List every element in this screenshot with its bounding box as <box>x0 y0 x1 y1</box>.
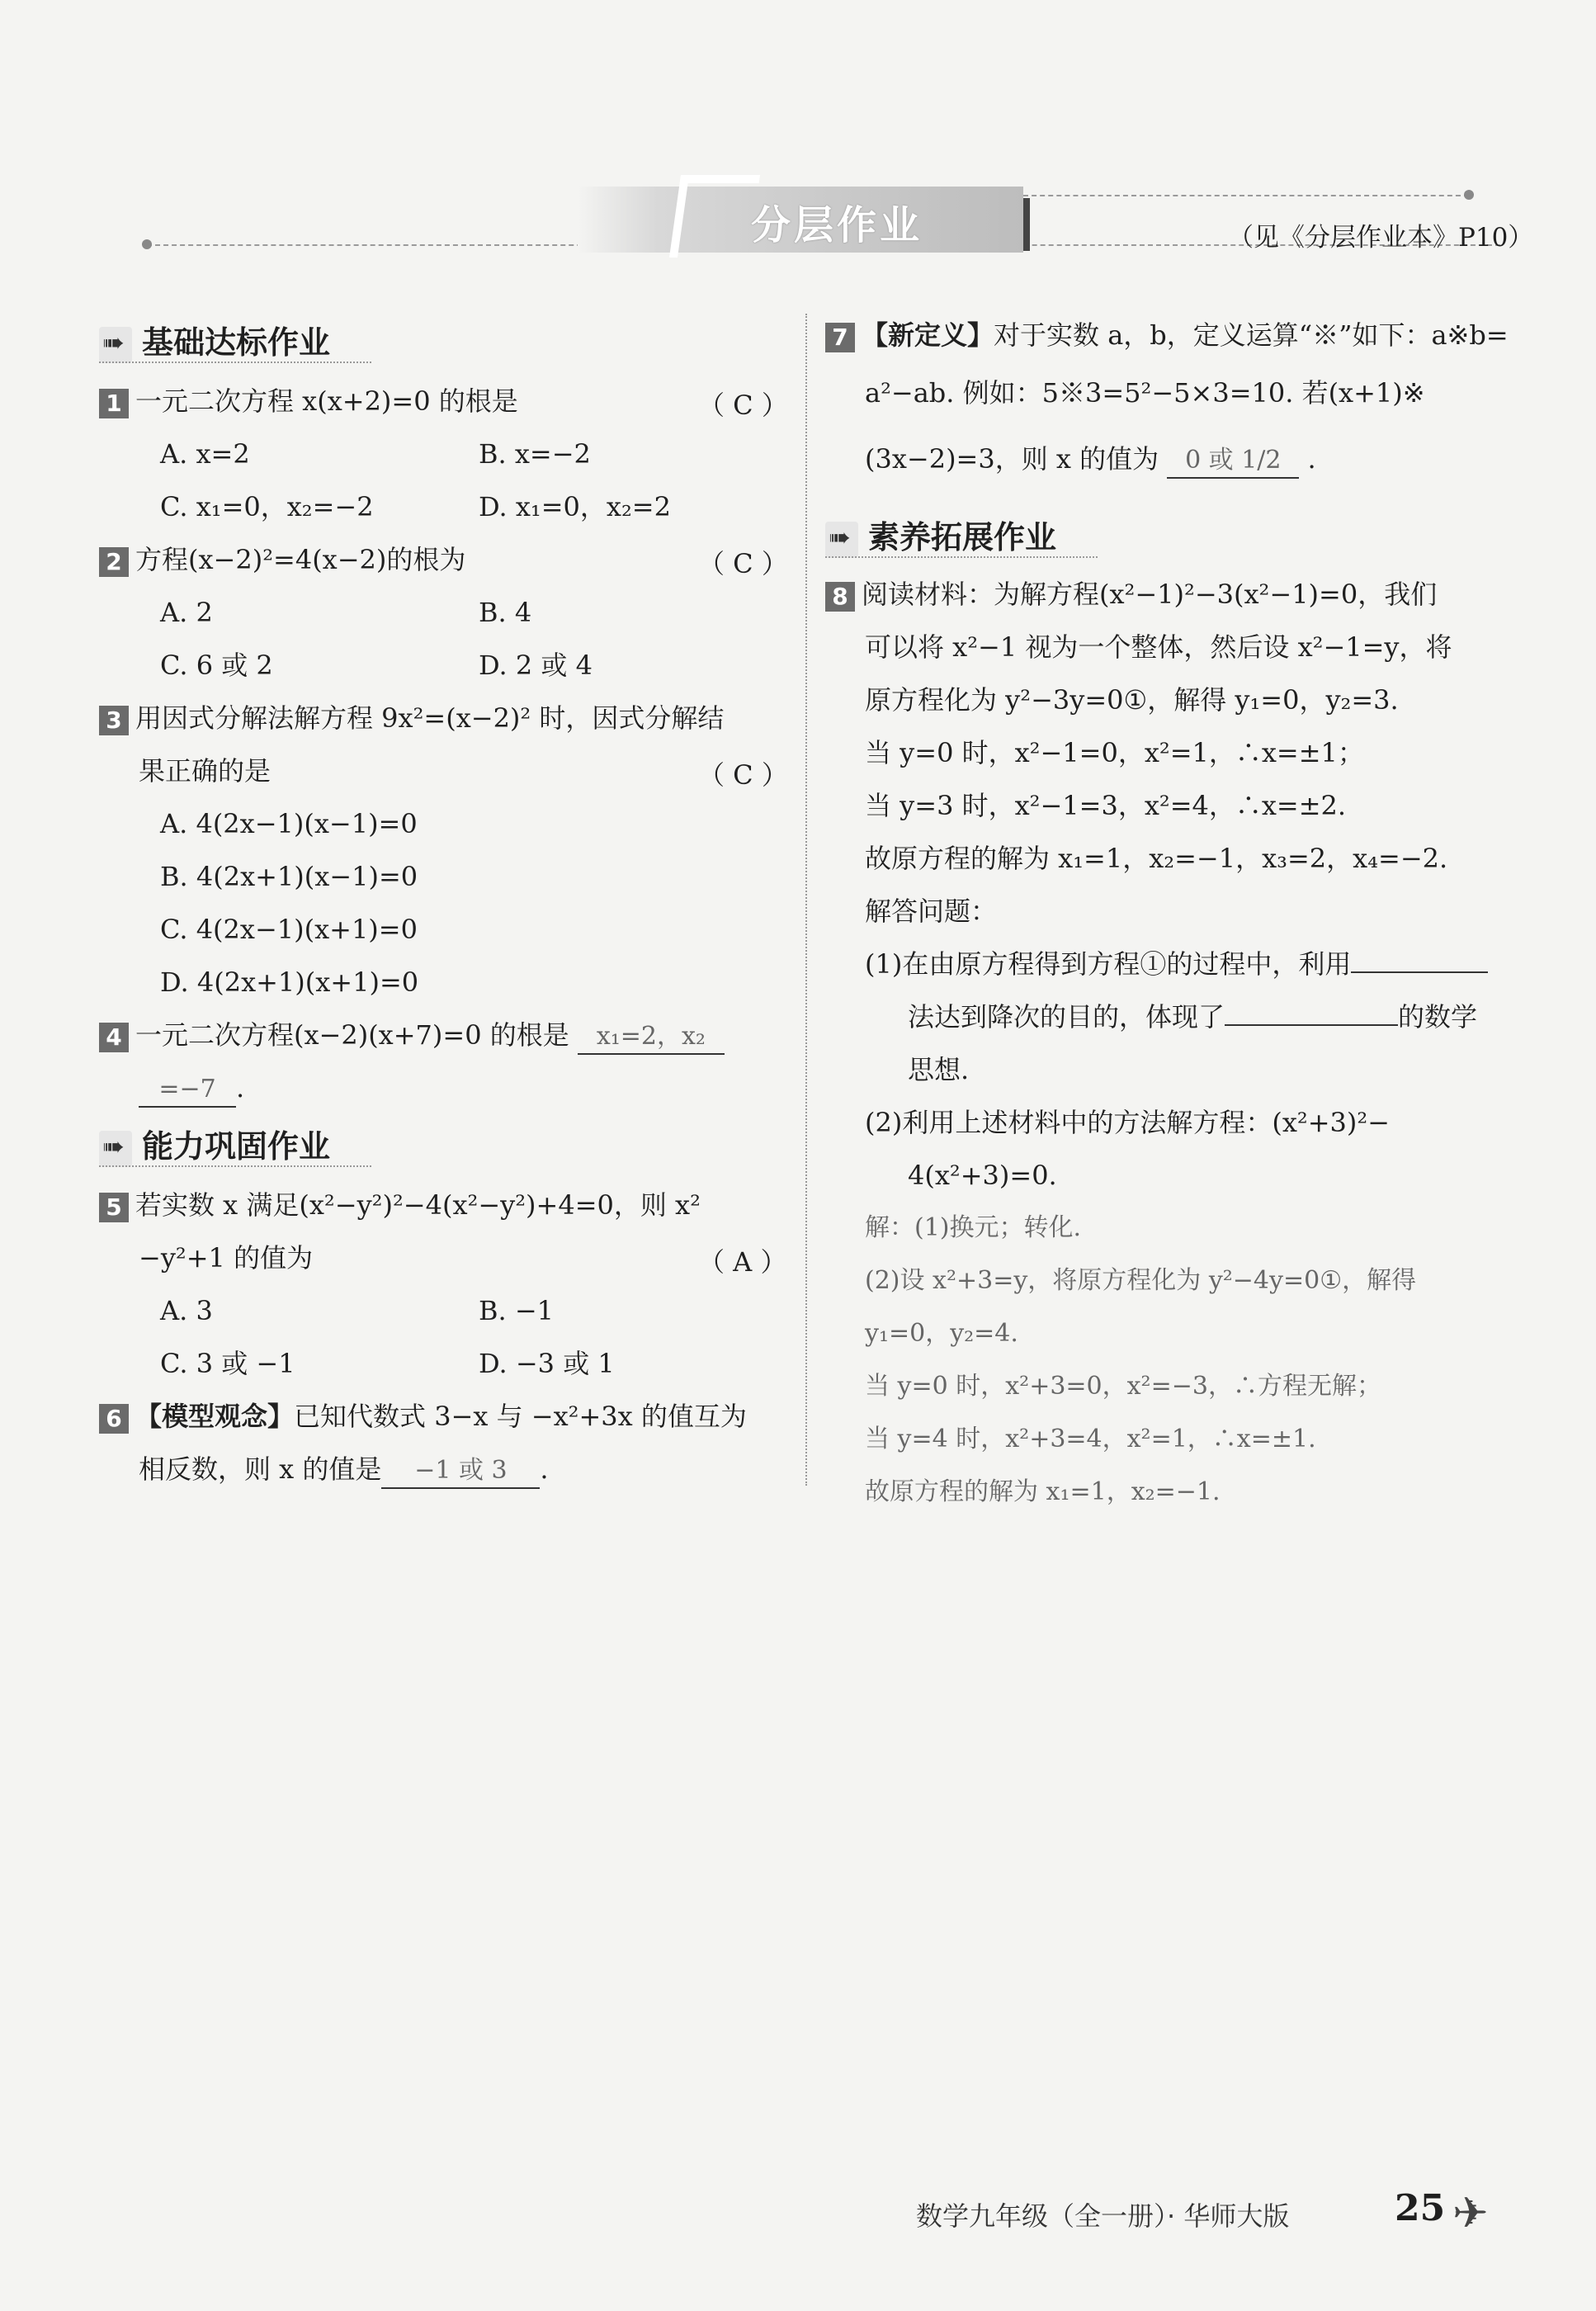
q3-text-2: 果正确的是 <box>139 755 272 787</box>
q7-text-3 <box>865 442 1316 479</box>
column-divider <box>805 314 807 1486</box>
q5-text-2: −y²+1 的值为 <box>139 1242 314 1274</box>
q6-number: 6 <box>99 1404 129 1434</box>
q4-number: 4 <box>99 1023 129 1052</box>
header-title: 分层作业 <box>751 202 923 248</box>
q1-text: 一元二次方程 x(x+2)=0 的根是 <box>135 385 518 417</box>
q8-line-6: 故原方程的解为 x₁=1，x₂=−1，x₃=2，x₄=−2. <box>865 843 1448 874</box>
q5-option-d: D. −3 或 1 <box>479 1348 615 1379</box>
q6-fill: −1 或 3 <box>381 1454 540 1489</box>
q4-text: 一元二次方程(x−2)(x+7)=0 的根是 <box>135 1019 569 1051</box>
q8-line-3: 原方程化为 y²−3y=0①，解得 y₁=0，y₂=3. <box>865 684 1399 716</box>
q5-number: 5 <box>99 1193 129 1222</box>
header-reference: （见《分层作业本》P10） <box>1228 223 1534 253</box>
paper-crane-icon: ✈ <box>1452 2189 1489 2238</box>
q2-option-b: B. 4 <box>479 597 532 628</box>
q6-stem <box>99 1400 747 1434</box>
q1-option-a: A. x=2 <box>160 438 250 470</box>
q8-part1-text-a: (1)在由原方程得到方程①的过程中，利用 <box>865 948 1352 980</box>
q5-stem <box>99 1189 701 1222</box>
q8-solution-3: y₁=0，y₂=4. <box>865 1319 1018 1348</box>
q8-solution-6: 故原方程的解为 x₁=1，x₂=−1. <box>865 1477 1221 1506</box>
section-ability-title: 能力巩固作业 <box>142 1128 331 1165</box>
q8-part1-text-b: 法达到降次的目的，体现了 <box>908 1001 1225 1033</box>
q2-text: 方程(x−2)²=4(x−2)的根为 <box>135 544 466 575</box>
q8-part1-text-c: 的数学 <box>1398 1001 1478 1033</box>
banner-emblem-icon <box>669 175 760 258</box>
q8-line-4: 当 y=0 时，x²−1=0，x²=1，∴x=±1； <box>865 737 1364 768</box>
header-banner <box>578 187 1023 253</box>
q2-option-c: C. 6 或 2 <box>160 650 273 681</box>
q8-solution-1: 解：(1)换元；转化. <box>865 1213 1082 1242</box>
q4-fill-2: =−7 <box>139 1073 236 1108</box>
q5-answer: （ A ） <box>698 1246 787 1278</box>
section-ability <box>99 1121 331 1165</box>
q8-line-7: 解答问题： <box>865 896 998 927</box>
section-arrow-icon <box>99 327 132 363</box>
q5-option-c: C. 3 或 −1 <box>160 1348 295 1379</box>
section-extend-title: 素养拓展作业 <box>868 519 1057 555</box>
q8-line-5: 当 y=3 时，x²−1=3，x²=4，∴x=±2. <box>865 790 1347 821</box>
q6-end: . <box>540 1453 549 1485</box>
q1-answer: （ C ） <box>698 390 788 421</box>
q7-stem <box>825 319 1509 352</box>
q8-part1-blank-2[interactable] <box>1225 1024 1398 1026</box>
q6-text-2 <box>139 1453 549 1489</box>
q7-text-2: a²−ab. 例如：5※3=5²−5×3=10. 若(x+1)※ <box>865 377 1425 409</box>
q7-tag: 【新定义】 <box>862 319 994 351</box>
q7-end: . <box>1307 443 1316 475</box>
q1-option-b: B. x=−2 <box>479 438 591 470</box>
q5-option-a: A. 3 <box>160 1295 213 1326</box>
section-underline <box>99 1165 371 1167</box>
q2-stem <box>99 543 465 577</box>
q7-fill: 0 或 1/2 <box>1167 444 1299 479</box>
section-arrow-icon <box>99 1131 132 1167</box>
q7-text-1: 对于实数 a，b，定义运算“※”如下：a※b= <box>994 319 1509 351</box>
q4-stem <box>99 1018 725 1055</box>
q3-answer: （ C ） <box>698 759 788 791</box>
q3-option-d: D. 4(2x+1)(x+1)=0 <box>160 966 419 998</box>
q3-text-1: 用因式分解法解方程 9x²=(x−2)² 时，因式分解结 <box>135 702 725 734</box>
q3-number: 3 <box>99 706 129 735</box>
q5-option-b: B. −1 <box>479 1295 555 1326</box>
q8-line-1 <box>825 578 1437 612</box>
section-underline <box>825 556 1098 558</box>
q8-part1-line-3: 思想. <box>908 1054 970 1085</box>
q8-part2-line-1: (2)利用上述材料中的方法解方程：(x²+3)²− <box>865 1107 1390 1138</box>
q1-stem <box>99 385 518 418</box>
q3-option-a: A. 4(2x−1)(x−1)=0 <box>160 808 418 839</box>
footer-text: 数学九年级（全一册）· 华师大版 <box>916 2200 1290 2232</box>
section-basic-title: 基础达标作业 <box>142 324 331 361</box>
section-underline <box>99 362 371 363</box>
q6-text-1: 已知代数式 3−x 与 −x²+3x 的值互为 <box>294 1401 747 1432</box>
section-basic <box>99 317 331 361</box>
q8-solution-4: 当 y=0 时，x²+3=0，x²=−3，∴方程无解； <box>865 1372 1381 1401</box>
q8-part1-blank-1[interactable] <box>1351 971 1488 973</box>
header-rule-top <box>1023 195 1469 196</box>
q2-option-d: D. 2 或 4 <box>479 650 593 681</box>
banner-bar <box>1023 198 1030 251</box>
q7-number: 7 <box>825 323 855 352</box>
q3-option-b: B. 4(2x+1)(x−1)=0 <box>160 861 418 892</box>
q1-option-d: D. x₁=0，x₂=2 <box>479 491 671 522</box>
q2-number: 2 <box>99 547 129 577</box>
q6-text-2-span: 相反数，则 x 的值是 <box>139 1453 382 1485</box>
q1-number: 1 <box>99 389 129 418</box>
section-extend <box>825 512 1056 553</box>
q6-tag: 【模型观念】 <box>135 1401 295 1432</box>
q8-part2-line-2: 4(x²+3)=0. <box>908 1160 1057 1191</box>
page-number: 25 <box>1395 2187 1446 2229</box>
q8-part1-line-2 <box>908 1000 1477 1033</box>
header-dot-left <box>142 239 152 249</box>
section-arrow-icon <box>825 522 858 558</box>
q8-solution-5: 当 y=4 时，x²+3=4，x²=1，∴x=±1. <box>865 1425 1316 1453</box>
header-dot-right <box>1464 190 1474 200</box>
q8-solution-2: (2)设 x²+3=y，将原方程化为 y²−4y=0①，解得 <box>865 1266 1417 1295</box>
q5-text-1: 若实数 x 满足(x²−y²)²−4(x²−y²)+4=0，则 x² <box>135 1189 701 1221</box>
q2-option-a: A. 2 <box>160 597 213 628</box>
q8-part1-line-1 <box>865 948 1488 981</box>
q8-text-1: 阅读材料：为解方程(x²−1)²−3(x²−1)=0，我们 <box>862 579 1438 610</box>
q2-answer: （ C ） <box>698 548 788 579</box>
q3-stem <box>99 702 724 735</box>
q1-option-c: C. x₁=0，x₂=−2 <box>160 491 374 522</box>
q8-line-2: 可以将 x²−1 视为一个整体，然后设 x²−1=y，将 <box>865 631 1452 663</box>
q7-text-3-span: (3x−2)=3，则 x 的值为 <box>865 443 1159 475</box>
q4-fill-line <box>139 1071 244 1108</box>
q4-fill-1: x₁=2，x₂ <box>578 1020 725 1055</box>
q3-option-c: C. 4(2x−1)(x+1)=0 <box>160 914 418 945</box>
q8-number: 8 <box>825 582 855 612</box>
q4-end: . <box>236 1072 245 1104</box>
